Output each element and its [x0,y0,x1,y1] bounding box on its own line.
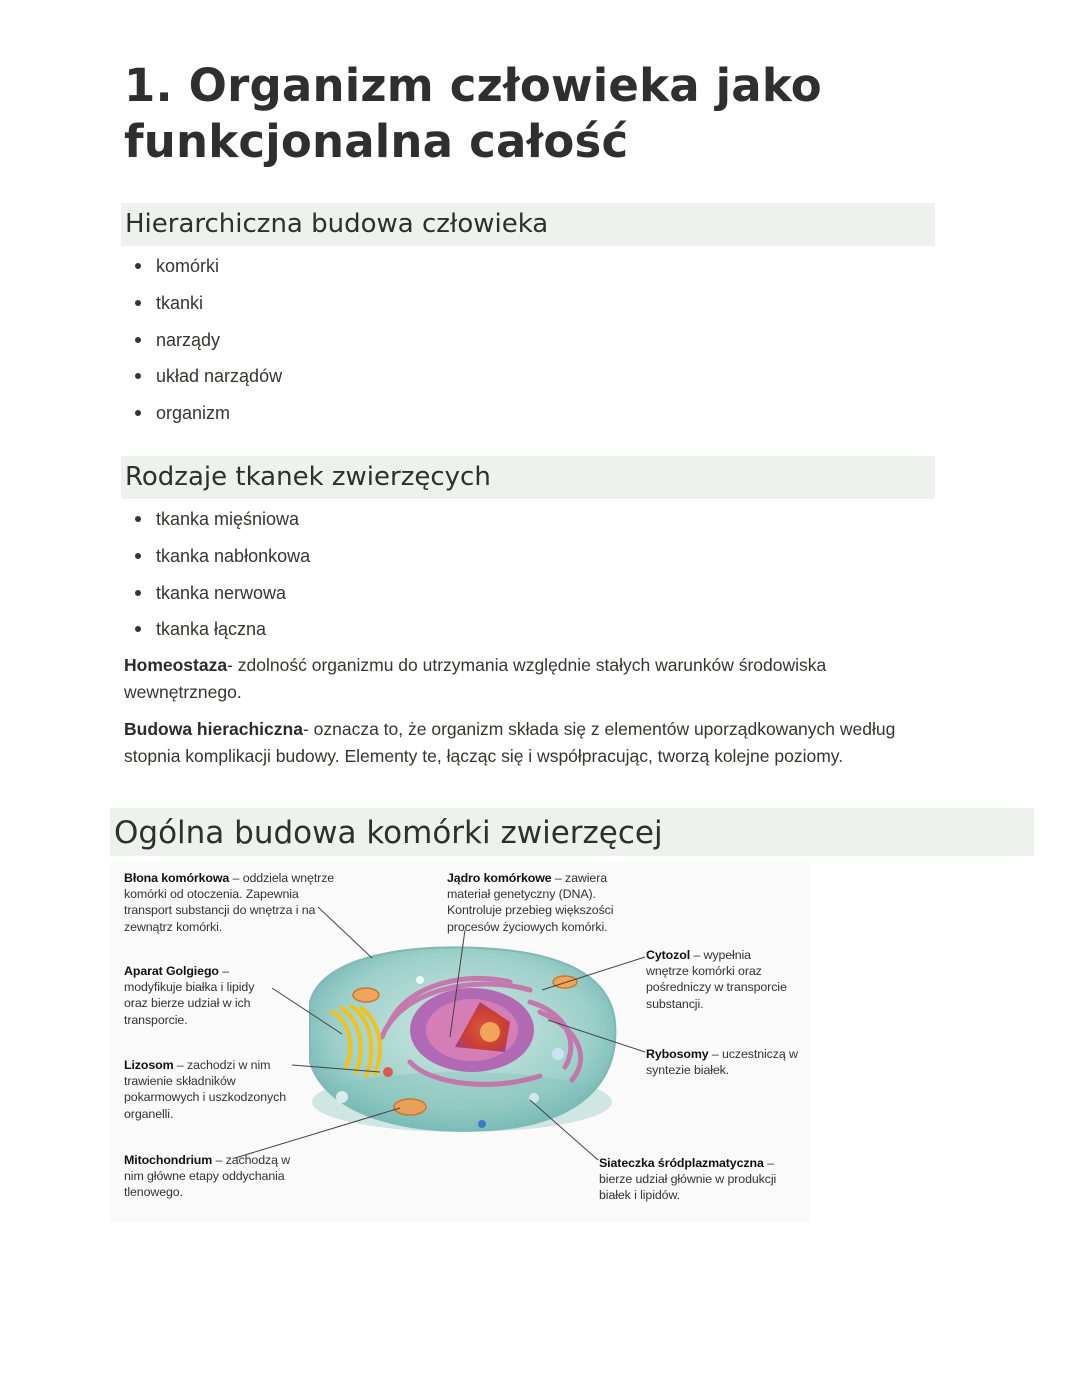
label-lysosome [124,1057,294,1122]
label-text: – zachodzi w nim trawienie składników pokarmowych i uszkodzonych organelli. [124,1058,286,1121]
list-item: tkanka nerwowa [124,580,310,617]
list-item: układ narządów [124,363,282,400]
definition-text: - zdolność organizmu do utrzymania względnie stałych warunków środowiska wewnętrznego. [124,655,827,702]
label-text: – modyfikuje białka i lipidy oraz bierze udział w ich transporcie. [124,964,255,1027]
definition-term: Homeostaza [124,655,228,675]
label-cell-membrane [124,870,339,935]
list-item: tkanka łączna [124,616,310,653]
list-item: tkanka nabłonkowa [124,543,310,580]
page-title: 1. Organizm człowieka jako funkcjonalna całość [124,59,822,168]
tissues-list [124,506,310,653]
mitochondrion [553,976,577,988]
vesicle [478,1120,486,1128]
label-text: – uczestniczą w syntezie białek. [646,1047,798,1078]
list-item: organizm [124,400,282,437]
label-term: Lizosom [124,1058,174,1072]
section-heading-hierarchy: Hierarchiczna budowa człowieka [121,203,935,246]
label-text: – bierze udział głównie w produkcji białek i lipidów. [599,1156,777,1203]
label-golgi [124,963,274,1028]
label-term: Mitochondrium [124,1153,213,1167]
vesicle [416,976,424,984]
label-nucleus [447,870,642,935]
definition-homeostasis [124,652,924,706]
label-term: Rybosomy [646,1047,709,1061]
label-text: – zawiera materiał genetyczny (DNA). Kontroluje przebieg większości procesów życiowych komórki. [447,871,614,934]
lysosome [383,1067,393,1077]
vesicle [336,1091,348,1103]
vesicle [552,1048,564,1060]
label-text: – oddziela wnętrze komórki od otoczenia. Zapewnia transport substancji do wnętrza i na zewnątrz komórki. [124,871,335,934]
section-heading-cell: Ogólna budowa komórki zwierzęcej [110,808,1034,856]
list-item: narządy [124,327,282,364]
vesicle [529,1093,539,1103]
label-er [599,1155,804,1204]
section-heading-tissues: Rodzaje tkanek zwierzęcych [121,456,935,499]
list-item: tkanki [124,290,282,327]
definition-hierarchy [124,716,924,770]
mitochondrion [353,988,379,1002]
list-item: komórki [124,253,282,290]
label-mitochondrion [124,1152,309,1201]
mitochondrion [394,1099,426,1115]
label-text: – wypełnia wnętrze komórki oraz pośredniczy w transporcie substancji. [646,948,787,1011]
label-term: Błona komórkowa [124,871,230,885]
hierarchy-list [124,253,282,437]
animal-cell-figure [110,862,810,1222]
label-text: – zachodzą w nim główne etapy oddychania tlenowego. [124,1153,291,1200]
label-term: Jądro komórkowe [447,871,552,885]
definition-term: Budowa hierachiczna [124,719,303,739]
label-term: Siateczka śródplazmatyczna [599,1156,764,1170]
list-item: tkanka mięśniowa [124,506,310,543]
nucleus [410,988,534,1072]
label-term: Aparat Golgiego [124,964,219,978]
definition-text: - oznacza to, że organizm składa się z elementów uporządkowanych według stopnia komplikacji budowy. Elementy te, łącząc się i współpracując, tworzą kolejne poziomy. [124,719,896,766]
label-cytosol [646,947,796,1012]
label-term: Cytozol [646,948,691,962]
label-ribosomes [646,1046,806,1078]
